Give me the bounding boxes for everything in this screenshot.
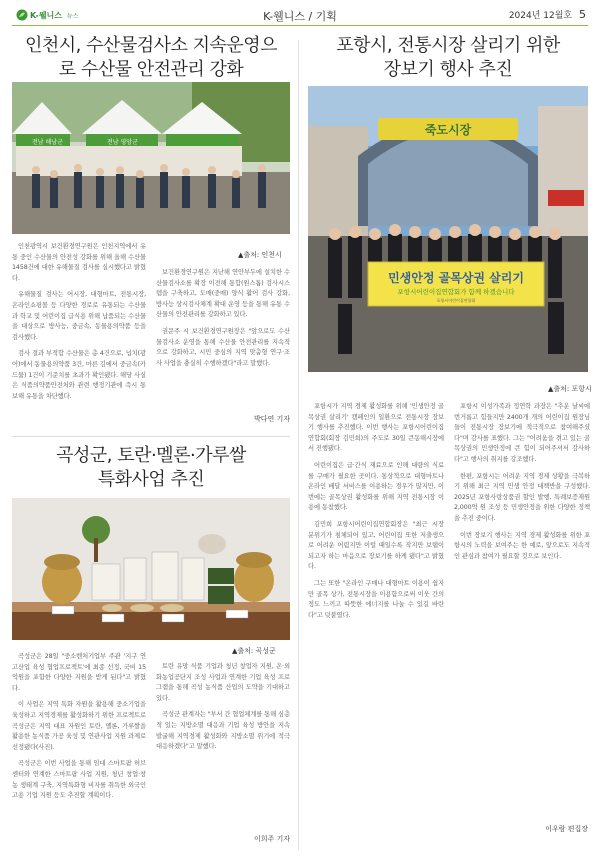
photo-credit: ▲출처: 인천시 — [238, 251, 282, 259]
date-page — [509, 8, 586, 21]
photo-credit-gokseong: ▲출처: 곡성군 — [232, 647, 276, 655]
page-header — [12, 6, 588, 26]
market-group-image — [308, 86, 588, 372]
article-incheon — [12, 28, 290, 82]
column-divider — [298, 40, 299, 850]
article-headline-pohang: 포항시, 전통시장 살리기 위한 장보기 행사 추진 — [336, 35, 560, 80]
article-headline: 인천시, 수산물검사소 지속운영으 로 수산물 안전관리 강화 — [24, 35, 278, 80]
logo-text: K-웰니스 — [30, 10, 63, 20]
article-headline-gokseong: 곡성군, 토란·멜론·가루쌀 특화사업 추진 — [56, 445, 246, 490]
tents-scene-image — [12, 82, 290, 234]
photo-market-group — [308, 86, 588, 372]
tent-banner-2: 전남 영암군 — [107, 139, 138, 146]
byline-gokseong: 이희주 기자 — [253, 835, 290, 843]
photo-seafood-booths — [12, 82, 290, 234]
logo-sub: 뉴스 — [67, 12, 79, 20]
article-body-col2: 보건환경연구원은 지난해 연안부두에 설치한 수산물검사소를 확장 이전해 통합(원스톱) 검사시스템을 구축하고, 도매(중매) 양식 활어 검사 강화, 방사능 상시검사체계 확대 운영 등을 통해 유통 수산물의 안전관리를 강화하고 있다. 권문주 시 보건환경연구원장은 "앞으로도 수산물검사소 운영을 통해 수산물 안전관리를 지속적으로 강화하고, 시민 중심의 지역 맞춤형 연구·조사 사업을 충실히 수행하겠다"라고 말했다. — [156, 269, 290, 367]
article-body-col2-gokseong: 토란 유망 식품 기업과 청년 창업자 지원, 온·외화농업공단지 조성 사업과 연계한 기업 육성 프로그램을 통해 곡성 농식품 산업의 도약을 기대하고 있다. 곡성군 관계자는 "부서 간 협업체계를 통해 심층적 있는 지방소멸 대응과 기업 육성 방안을 지속 발굴해 지역경제 활성화와 지방소멸 위기에 적극 대응하겠다"고 말했다. — [156, 663, 290, 751]
section-title: K-웰니스 / 기획 — [263, 10, 337, 23]
banner-org-text: 포항시어린이집연합회 — [436, 298, 476, 303]
byline-pohang: 이우람 편집장 — [545, 825, 588, 833]
tent-banner-1: 전남 해남군 — [32, 139, 63, 146]
article-body-col1: 인천광역시 보건환경연구원은 인천지역에서 유통 중인 수산물의 안전성 강화를 위해 올해 수산물 1458건에 대한 유해물질 검사를 실시했다고 밝혔다. 유해물질 검사는 어시장, 대형마트, 전통시장, 온라인쇼핑몰 등 다양한 경로로 유통되는 수산물과 학교 및 어린이집 급식용 위해 납품되는 수산물을 대상으로 방사능, 중금속, 동물용의약품 등을 검사했다. 검사 결과 부적합 수산물은 총 4건으로, 넙치(광어)에서 동물용의약품 3건, 마른 김에서 중금속(카드뮴) 1건이 기준치를 초과가 확인됐다. 해당 사실은 식품의약품안전처와 관련 행정기관에 즉시 통보해 유통을 차단했다. — [12, 243, 146, 400]
issue-date: 2024년 12월호 — [508, 11, 573, 21]
products-table-image — [12, 498, 290, 640]
banner-main-text: 민생안정 골목상권 살리기 — [388, 271, 524, 285]
article-body-col1-gokseong: 곡성군은 28일 "중소벤처기업부 주관 '지구 연고산업 육성 협업프로젝트'에 최종 선정, 국비 15억원을 포함한 다양한 지원을 받게 된다"고 밝혔다. 이 사업은 지역 특화 자원을 활용해 중소기업을 육성하고 지역경제를 활성화하기 위한 프로젝트로 곡성군은 지역 대표 자원인 토란, 멜론, 가루쌀을 활용한 농식품 가공 육성 및 연관사업 지원 과제로 선정됐다(사진). 곡성군은 이번 사업을 통해 임대 스마트팜 허브센터와 연계한 스마트팜 사업 지원, 청년 창업·창농 생태계 구축, 지역특화형 비자를 취득한 외국인 고용 기업 지원 등도 추진할 계획이다. — [12, 653, 146, 800]
photo-food-display — [12, 498, 290, 640]
banner-sub-text: 포항시어린이집연합회가 함께 하겠습니다 — [397, 288, 515, 296]
divider — [12, 436, 290, 437]
page-number: 5 — [579, 8, 586, 21]
market-arch-sign: 죽도시장 — [424, 123, 472, 137]
article-body-col2-pohang: 포항시 이성가족과 정연학 과장은 "추운 날씨에 번거롭고 힘들지만 2400개 개의 어린이집 원장님들이 전통시장 장보기에 적극적으로 참여해주셨다"며 감사를 표했다. 그는 "어려움을 겪고 있는 골목상권의 민생안정에 큰 힘이 되어주셔서 감사하다"고 행사의 취지를 강조했다. 한편, 포항시는 어려운 지역 경제 상황을 극복하기 위해 최근 지역 민생 안정 대책반을 구성했다. 2025년 포항사랑상품권 할인 발행, 특례보증재원 2,000억 원 조성 등 민생안정을 위한 다양한 정책을 추진 중이다. 이번 장보기 행사는 지역 경제 활성화를 위한 포항시의 노력을 보여주는 한 예로, 앞으로도 지속적인 관심과 참여가 필요할 것으로 보인다. — [454, 403, 590, 560]
byline: 박다연 기자 — [253, 415, 290, 423]
photo-credit-pohang: ▲출처: 포항시 — [548, 385, 592, 393]
article-body-col1-pohang: 포항시가 지역 경제 활성화를 위해 '민생안정 골목상권 살리기' 캠페인의 일환으로 전통시장 장보기 행사를 추진했다. 이번 행사는 포항시어린이집연합회(회장 김민희)의 주도로 30일 큰동해시장에서 진행됐다. 어린이집은 급·간식 재료으로 인해 대량의 식료를 구매가 필요한 곳이다. 통상적으로 대형마트나 온라인 배달 서비스를 이용하는 경우가 많지만, 이번에는 골목상권 활성화를 위해 지역 전통시장 이용에 동참했다. 김민희 포항시어린이집연합회장은 "최근 시장 분위기가 침체되어 있고, 어린이집 또한 저출생으로 어려운 어렴지만 이럴 때일수록 작지만 보탬이 되고자 하는 마음으로 장보기를 하게 됐다"고 밝혔다. 그는 또한 "온라인 구매나 대형마트 이용이 쉽지만 골목 상가, 전통시장을 이용함으로써 이웃 간의 정도 느끼고 따뜻한 에너지를 나눌 수 있길 바란다"고 덧붙였다. — [308, 403, 444, 619]
